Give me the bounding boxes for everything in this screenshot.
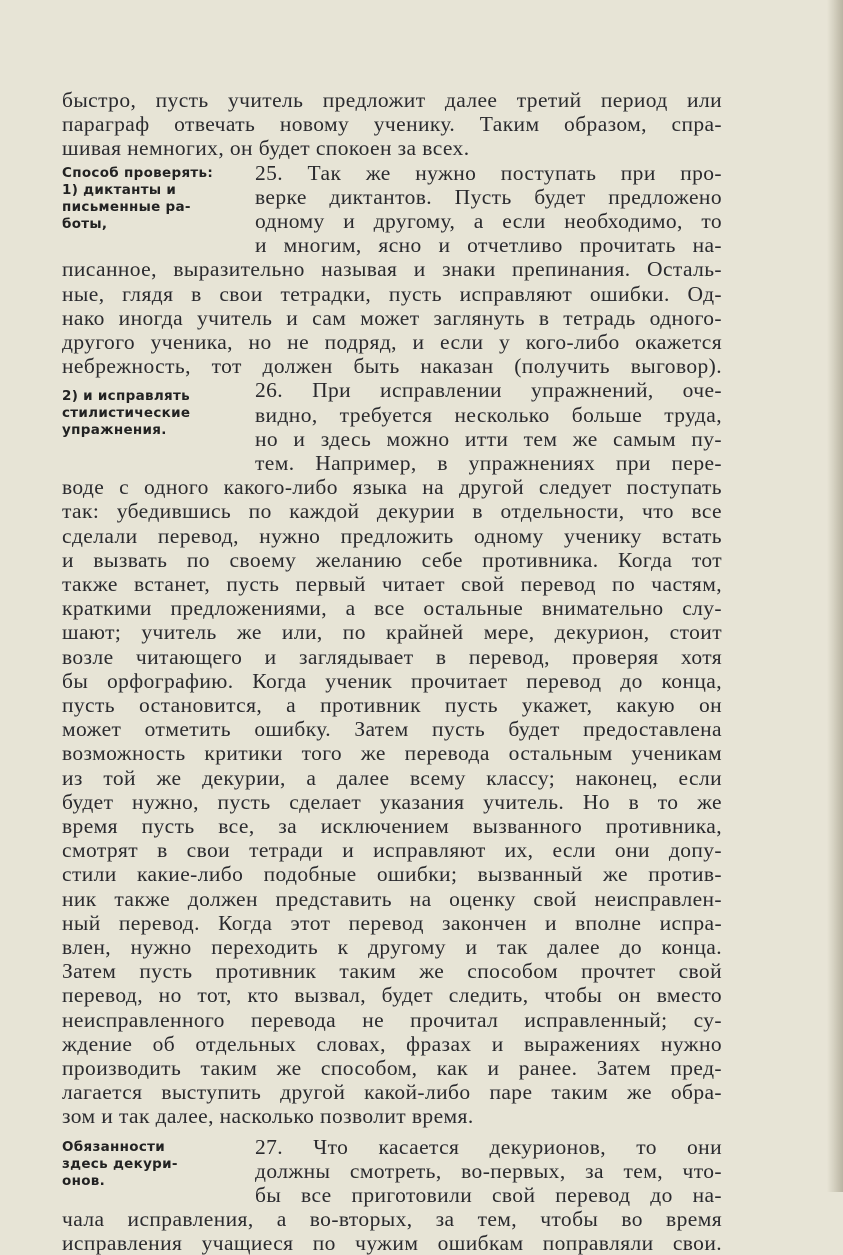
text-line: воде с одного какого-либо языка на другой следует поступать [62,475,722,499]
text-line: исправления учащиеся по чужим ошибкам поправляли свои. [62,1231,722,1255]
book-spine-shadow [827,0,843,1192]
margin-note-line: онов. [62,1173,106,1189]
text-line: чала исправления, а во-вторых, за тем, чтобы во время [62,1207,722,1231]
text-line: ник также должен представить на оценку свой неисправлен- [62,887,722,911]
text-line: так: убедившись по каждой декурии в отдельности, что все [62,499,722,523]
margin-note-line: упражнения. [62,422,167,438]
text-line: Затем пусть противник таким же способом прочтет свой [62,959,722,983]
text-line: бы орфографию. Когда ученик прочитает перевод до конца, [62,669,722,693]
text-line: перевод, но тот, кто вызвал, будет следить, чтобы он вместо [62,983,722,1007]
text-line: будет нужно, пусть сделает указания учитель. Но в то же [62,790,722,814]
indented-text-line: и многим, ясно и отчетливо прочитать на- [255,233,722,257]
text-line: сделали перевод, нужно предложить одному ученику встать [62,524,722,548]
margin-note-line: Способ проверять: [62,165,214,181]
text-line: из той же декурии, а далее всему классу; наконец, если [62,766,722,790]
text-line: возле читающего и заглядывает в перевод, проверяя хотя [62,645,722,669]
text-line: писанное, выразительно называя и знаки препинания. Осталь- [62,257,722,281]
text-line: параграф отвечать новому ученику. Таким образом, спра- [62,112,722,136]
text-line: ные, глядя в свои тетрадки, пусть исправляют ошибки. Од- [62,282,722,306]
margin-note-line: 1) диктанты и [62,182,177,198]
text-line: возможность критики того же перевода остальным ученикам [62,741,722,765]
text-line: шивая немногих, он будет спокоен за всех. [62,136,470,160]
text-line: зом и так далее, насколько позволит время. [62,1104,474,1128]
text-line: ждение об отдельных словах, фразах и выражениях нужно [62,1032,722,1056]
indented-text-line: 25. Так же нужно поступать при про- [255,161,722,185]
margin-note-line: стилистические [62,405,191,421]
margin-note [62,165,213,233]
margin-note-line: Обязанности [62,1139,166,1155]
margin-note [62,1139,178,1190]
indented-text-line: должны смотреть, во-первых, за тем, что- [255,1159,722,1183]
text-line: время пусть все, за исключением вызванного противника, [62,814,722,838]
margin-note [62,388,190,439]
text-line: смотрят в свои тетради и исправляют их, если они допу- [62,838,722,862]
indented-text-line: верке диктантов. Пусть будет предложено [255,185,722,209]
text-line: также встанет, пусть первый читает свой перевод по частям, [62,572,722,596]
margin-note-line: письменные ра- [62,199,191,215]
margin-note-line: здесь декури- [62,1156,178,1172]
indented-text-line: бы все приготовили свой перевод до на- [255,1183,722,1207]
text-line: небрежность, тот должен быть наказан (получить выговор). [62,354,722,378]
text-line: пусть остановится, а противник пусть укажет, какую он [62,693,722,717]
indented-text-line: одному и другому, а если необходимо, то [255,209,722,233]
text-line: производить таким же способом, как и ранее. Затем пред- [62,1056,722,1080]
text-line: влен, нужно переходить к другому и так далее до конца. [62,935,722,959]
text-line: может отметить ошибку. Затем пусть будет предоставлена [62,717,722,741]
margin-note-line: боты, [62,216,108,232]
indented-text-line: 26. При исправлении упражнений, оче- [255,378,722,402]
text-line: и вызвать по своему желанию себе противника. Когда тот [62,548,722,572]
text-line: быстро, пусть учитель предложит далее третий период или [62,88,722,112]
indented-text-line: тем. Например, в упражнениях при пере- [255,451,722,475]
text-line: неисправленного перевода не прочитал исправленный; су- [62,1008,722,1032]
text-line: ный перевод. Когда этот перевод закончен и вполне испра- [62,911,722,935]
text-line: стили какие-либо подобные ошибки; вызванный же против- [62,862,722,886]
text-line: другого ученика, но не подряд, и если у кого-либо окажется [62,330,722,354]
indented-text-line: видно, требуется несколько больше труда, [255,403,722,427]
text-line: шают; учитель же или, по крайней мере, декурион, стоит [62,620,722,644]
text-line: краткими предложениями, а все остальные внимательно слу- [62,596,722,620]
text-line: лагается выступить другой какой-либо паре таким же обра- [62,1080,722,1104]
indented-text-line: 27. Что касается декурионов, то они [255,1135,722,1159]
text-line: нако иногда учитель и сам может заглянуть в тетрадь одного- [62,306,722,330]
margin-note-line: 2) и исправлять [62,388,190,404]
indented-text-line: но и здесь можно итти тем же самым пу- [255,427,722,451]
